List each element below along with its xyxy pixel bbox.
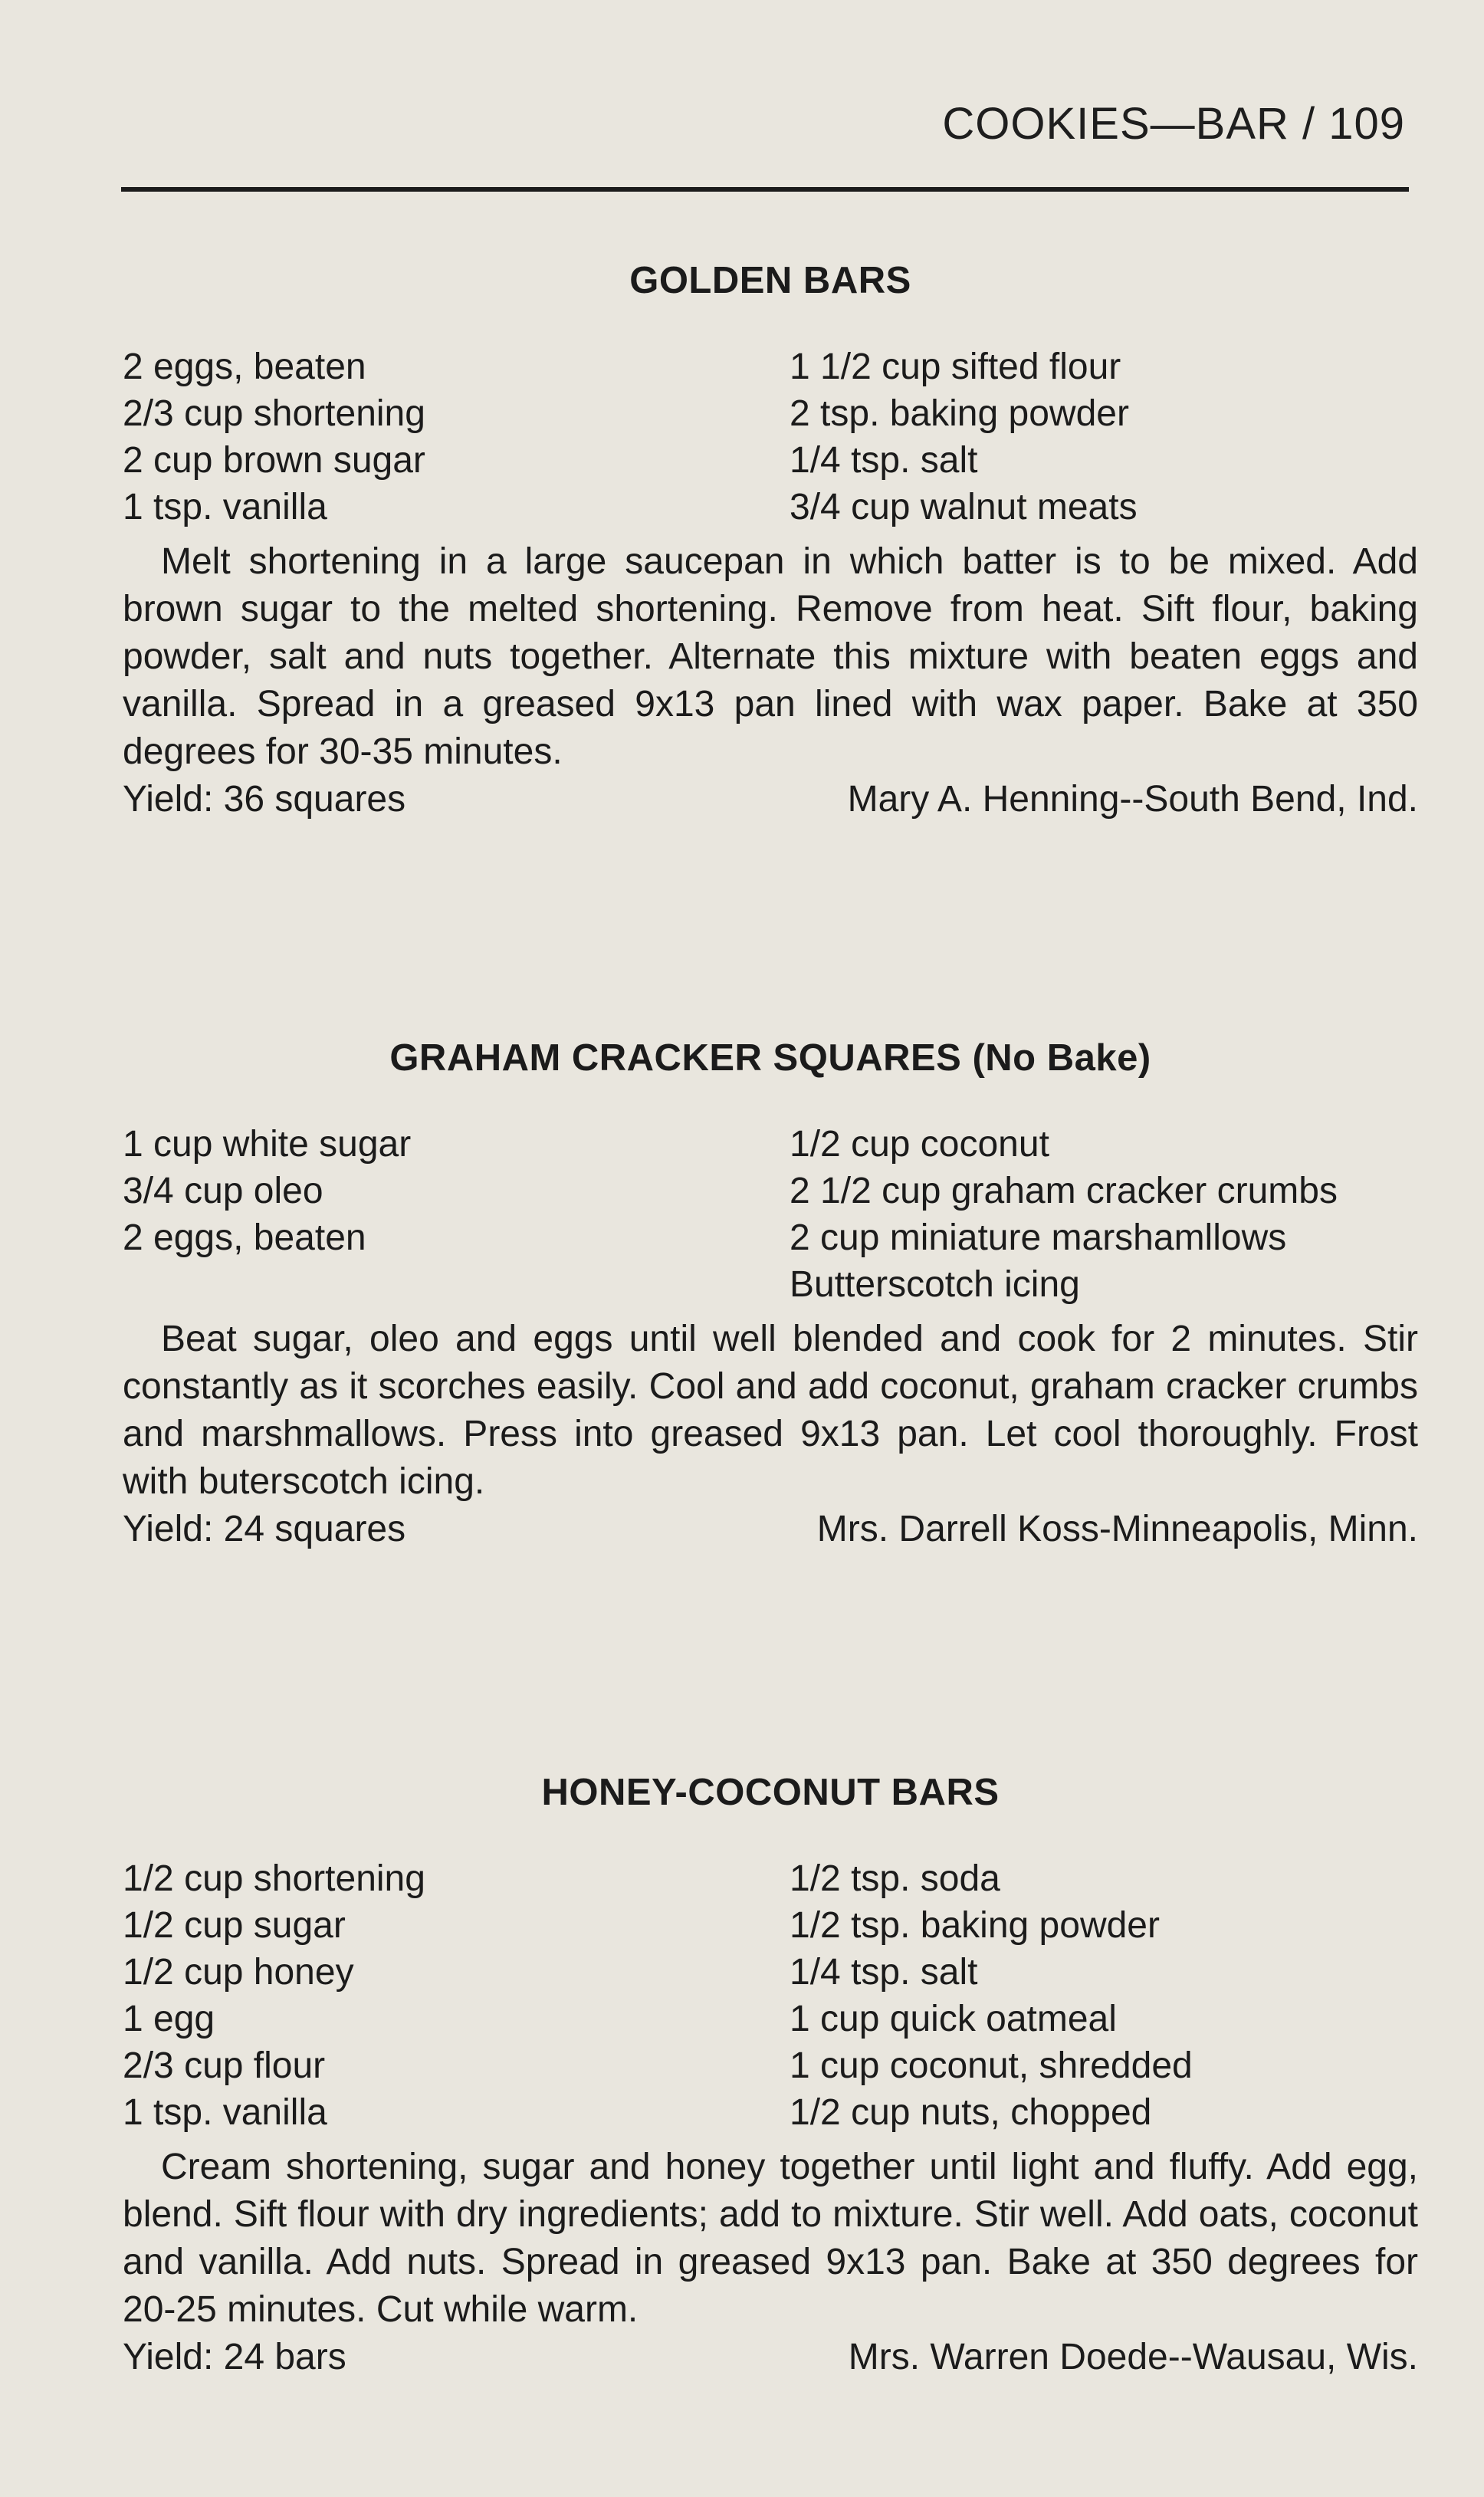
recipe-contributor: Mrs. Warren Doede--Wausau, Wis. xyxy=(848,2337,1418,2377)
ingredient: 1 tsp. vanilla xyxy=(123,487,327,527)
ingredient: 2 eggs, beaten xyxy=(123,347,366,387)
ingredient-column-right xyxy=(790,1121,1338,1308)
recipe-method xyxy=(123,538,1418,776)
method-text: Cream shortening, sugar and honey together until light and fluffy. Add egg, blend. Sift flour with dry ingredients; add to mixture. Stir well. Add oats, coconut and vanilla. Add nuts. Spread in greased 9x13 pan. Bake at 350 degrees for 20-25 minutes. Cut while warm. xyxy=(123,2147,1418,2330)
recipe-method xyxy=(123,1316,1418,1506)
method-text: Beat sugar, oleo and eggs until well blended and cook for 2 minutes. Stir constantly as it scorches easily. Cool and add coconut, graham cracker crumbs and marshmallows. Press into greased 9x13 pan. Let cool thoroughly. Frost with buterscotch icing. xyxy=(123,1319,1418,1502)
ingredient-column-left xyxy=(123,1855,790,2136)
ingredient: 1/4 tsp. salt xyxy=(790,440,978,481)
ingredient: 1/2 tsp. soda xyxy=(790,1858,1000,1899)
recipe-yield: Yield: 36 squares xyxy=(123,779,406,820)
ingredient: 2 eggs, beaten xyxy=(123,1217,366,1258)
yield-line xyxy=(123,1506,1418,1553)
ingredient-list xyxy=(123,1121,1418,1308)
recipe-golden-bars xyxy=(123,259,1418,823)
recipe-contributor: Mary A. Henning--South Bend, Ind. xyxy=(847,779,1418,820)
ingredient: 1 egg xyxy=(123,1999,215,2039)
ingredient: 1 cup coconut, shredded xyxy=(790,2045,1193,2086)
ingredient: 1/2 tsp. baking powder xyxy=(790,1905,1160,1946)
recipe-yield: Yield: 24 bars xyxy=(123,2337,346,2377)
ingredient: 2 cup miniature marshamllows xyxy=(790,1217,1287,1258)
ingredient: 2/3 cup flour xyxy=(123,2045,326,2086)
recipe-graham-cracker-squares xyxy=(123,1037,1418,1553)
ingredient: 1/2 cup nuts, chopped xyxy=(790,2092,1152,2133)
recipe-contributor: Mrs. Darrell Koss-Minneapolis, Minn. xyxy=(816,1509,1418,1549)
running-head: COOKIES—BAR / 109 xyxy=(942,99,1405,149)
yield-line xyxy=(123,2334,1418,2381)
recipe-yield: Yield: 24 squares xyxy=(123,1509,406,1549)
recipe-title: GOLDEN BARS xyxy=(629,260,911,301)
ingredient: 1/4 tsp. salt xyxy=(790,1952,978,1993)
ingredient: 2 cup brown sugar xyxy=(123,440,425,481)
ingredient: 3/4 cup walnut meats xyxy=(790,487,1138,527)
ingredient: 3/4 cup oleo xyxy=(123,1171,323,1211)
header-rule xyxy=(121,187,1409,192)
ingredient: 1/2 cup sugar xyxy=(123,1905,346,1946)
ingredient: 2/3 cup shortening xyxy=(123,393,425,434)
ingredient: 1/2 cup coconut xyxy=(790,1124,1049,1165)
ingredient: Butterscotch icing xyxy=(790,1264,1080,1305)
ingredient: 2 tsp. baking powder xyxy=(790,393,1129,434)
ingredient-column-left xyxy=(123,1121,790,1308)
recipe-method xyxy=(123,2144,1418,2334)
ingredient: 1/2 cup honey xyxy=(123,1952,354,1993)
ingredient-column-left xyxy=(123,343,790,531)
yield-line xyxy=(123,776,1418,823)
ingredient: 1 1/2 cup sifted flour xyxy=(790,347,1121,387)
ingredient: 2 1/2 cup graham cracker crumbs xyxy=(790,1171,1338,1211)
ingredient: 1 tsp. vanilla xyxy=(123,2092,327,2133)
ingredient-list xyxy=(123,1855,1418,2136)
recipe-title: HONEY-COCONUT BARS xyxy=(541,1772,1000,1813)
ingredient-column-right xyxy=(790,343,1138,531)
ingredient-column-right xyxy=(790,1855,1193,2136)
recipe-honey-coconut-bars xyxy=(123,1771,1418,2381)
recipe-title: GRAHAM CRACKER SQUARES (No Bake) xyxy=(389,1037,1151,1079)
ingredient: 1/2 cup shortening xyxy=(123,1858,425,1899)
method-text: Melt shortening in a large saucepan in which batter is to be mixed. Add brown sugar to the melted shortening. Remove from heat. Sift flour, baking powder, salt and nuts together. Alternate this mixture with beaten eggs and vanilla. Spread in a greased 9x13 pan lined with wax paper. Bake at 350 degrees for 30-35 minutes. xyxy=(123,541,1418,772)
ingredient: 1 cup white sugar xyxy=(123,1124,412,1165)
ingredient: 1 cup quick oatmeal xyxy=(790,1999,1117,2039)
ingredient-list xyxy=(123,343,1418,531)
